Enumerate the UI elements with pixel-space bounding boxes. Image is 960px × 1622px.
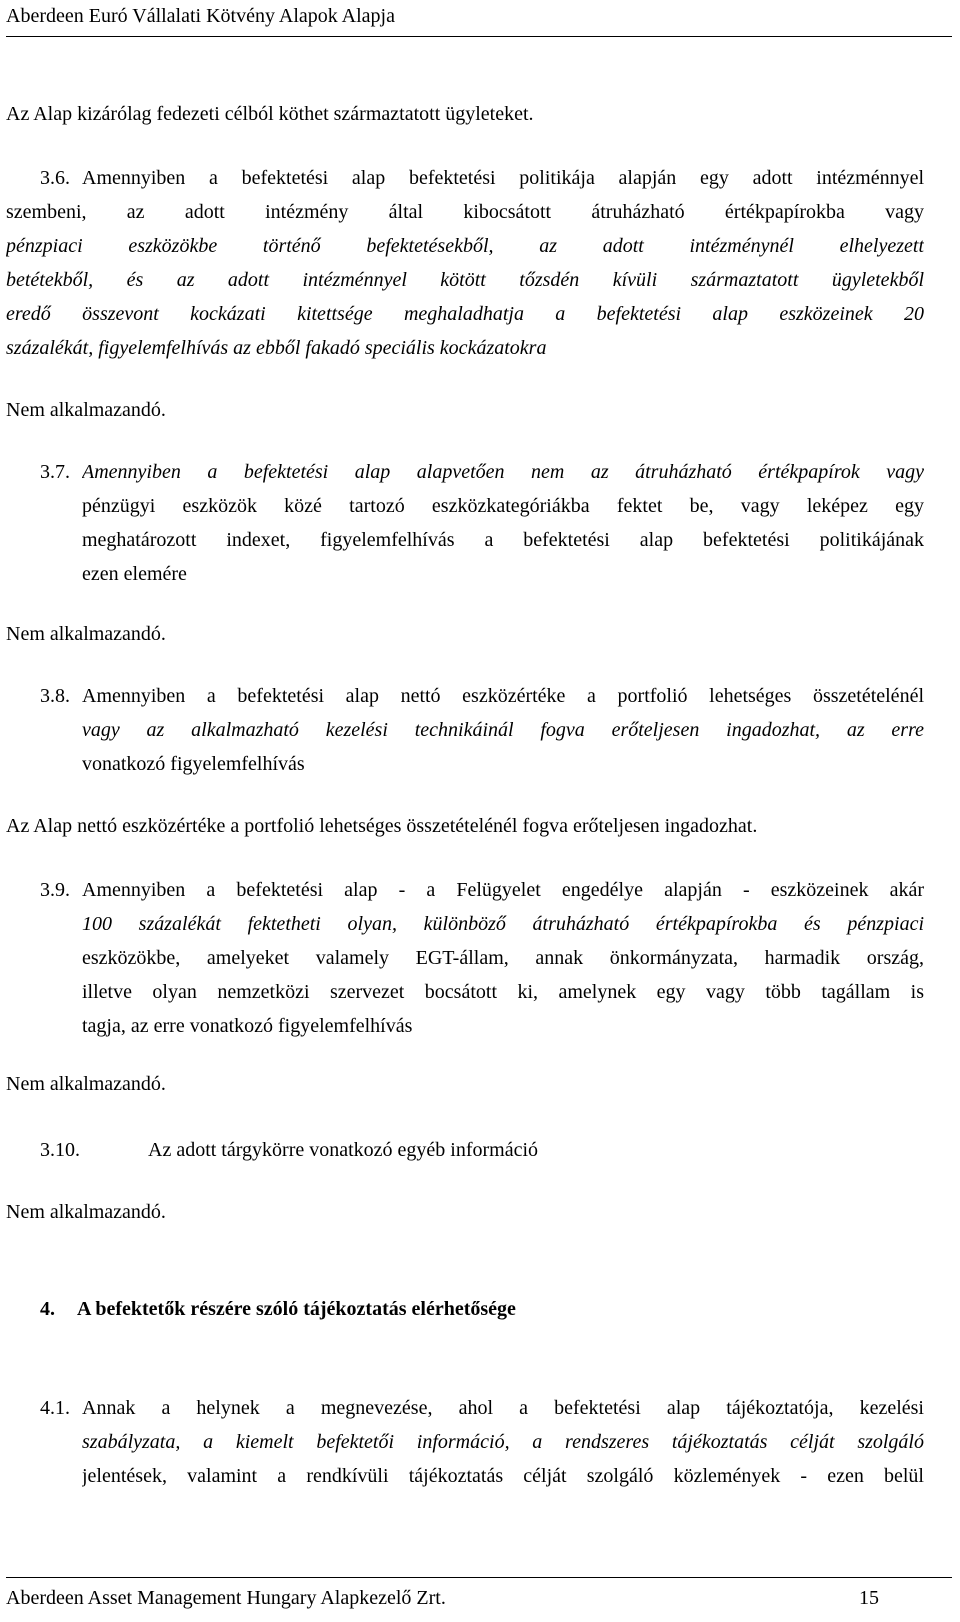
section-3-6-body <box>6 200 924 370</box>
section-4-1-body <box>82 1396 924 1498</box>
section-3-6-answer: Nem alkalmazandó. <box>6 399 166 421</box>
section-3-10-title: Az adott tárgykörre vonatkozó egyéb információ <box>148 1139 539 1161</box>
header-title: Aberdeen Euró Vállalati Kötvény Alapok Alapja <box>6 5 395 27</box>
section-3-7-body <box>82 460 924 596</box>
section-4-1-line: jelentések, valamint a rendkívüli tájékoztatás célját szolgáló közlemények - ezen belül <box>82 1465 924 1487</box>
section-3-7-line: meghatározott indexet, figyelemfelhívás a befektetési alap befektetési politikájának <box>82 529 924 551</box>
footer-company: Aberdeen Asset Management Hungary Alapkezelő Zrt. <box>6 1587 446 1609</box>
section-3-7-line: ezen elemére <box>82 563 187 585</box>
page-header <box>6 2 952 37</box>
intro-paragraph: Az Alap kizárólag fedezeti célból köthet származtatott ügyleteket. <box>6 103 534 125</box>
section-3-6-line: százalékát, figyelemfelhívás az ebből fakadó speciális kockázatokra <box>6 337 547 359</box>
section-4-1-line: szabályzata, a kiemelt befektetői információ, a rendszeres tájékoztatás célját szolgáló <box>82 1431 924 1453</box>
section-3-6-number: 3.6. <box>40 167 70 189</box>
section-3-7-line: Amennyiben a befektetési alap alapvetően nem az átruházható értékpapírok vagy <box>82 461 924 483</box>
section-3-9-line: 100 százalékát fektetheti olyan, különböző átruházható értékpapírokba és pénzpiaci <box>82 913 924 935</box>
section-3-6-line-1 <box>82 166 924 200</box>
section-4-title: A befektetők részére szóló tájékoztatás elérhetősége <box>77 1298 516 1320</box>
section-4-1-line: Annak a helynek a megnevezése, ahol a befektetési alap tájékoztatója, kezelési <box>82 1397 924 1419</box>
section-3-6-line: szembeni, az adott intézmény által kibocsátott átruházható értékpapírokba vagy <box>6 201 924 223</box>
section-3-8-body <box>82 684 924 786</box>
section-3-6-line: eredő összevont kockázati kitettsége meghaladhatja a befektetési alap eszközeinek 20 <box>6 303 924 325</box>
section-3-9-line: eszközökbe, amelyeket valamely EGT-állam, annak önkormányzata, harmadik ország, <box>82 947 924 969</box>
section-3-9-line: Amennyiben a befektetési alap - a Felügyelet engedélye alapján - eszközeinek akár <box>82 879 924 901</box>
section-3-8-number: 3.8. <box>40 685 70 707</box>
section-3-8-line: Amennyiben a befektetési alap nettó eszközértéke a portfolió lehetséges összetételénél <box>82 685 924 707</box>
section-3-10-number: 3.10. <box>40 1139 80 1161</box>
section-3-8-line: vagy az alkalmazható kezelési technikáinál fogva erőteljesen ingadozhat, az erre <box>82 719 924 741</box>
section-3-10-answer: Nem alkalmazandó. <box>6 1201 166 1223</box>
section-3-8-line: vonatkozó figyelemfelhívás <box>82 753 305 775</box>
section-3-9-number: 3.9. <box>40 879 70 901</box>
section-4-number: 4. <box>40 1298 55 1320</box>
section-3-6-line: pénzpiaci eszközökbe történő befektetésekből, az adott intézménynél elhelyezett <box>6 235 924 257</box>
section-3-9-answer: Nem alkalmazandó. <box>6 1073 166 1095</box>
page-footer <box>6 1577 952 1614</box>
section-3-7-line: pénzügyi eszközök közé tartozó eszközkategóriákba fektet be, vagy leképez egy <box>82 495 924 517</box>
section-3-9-line: illetve olyan nemzetközi szervezet bocsátott ki, amelynek egy vagy több tagállam is <box>82 981 924 1003</box>
section-3-9-body <box>82 878 924 1048</box>
section-3-9-line: tagja, az erre vonatkozó figyelemfelhívás <box>82 1015 413 1037</box>
section-3-6-text: Amennyiben a befektetési alap befektetési politikája alapján egy adott intézménnyel <box>82 167 924 189</box>
section-4-1-number: 4.1. <box>40 1397 70 1419</box>
section-3-8-answer: Az Alap nettó eszközértéke a portfolió lehetséges összetételénél fogva erőteljesen ingadozhat. <box>6 815 758 837</box>
section-3-6-line: betétekből, és az adott intézménnyel kötött tőzsdén kívüli származtatott ügyletekből <box>6 269 924 291</box>
section-3-7-answer: Nem alkalmazandó. <box>6 623 166 645</box>
section-3-7-number: 3.7. <box>40 461 70 483</box>
page-number: 15 <box>859 1587 879 1609</box>
